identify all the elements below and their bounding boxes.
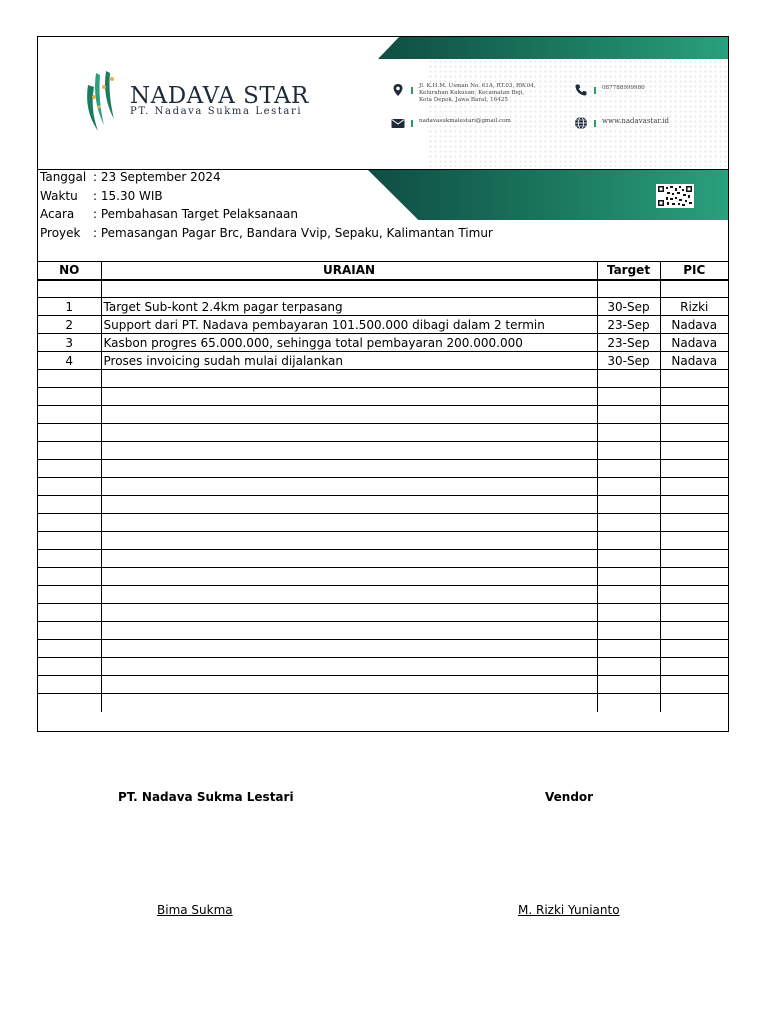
cell-target	[597, 604, 660, 622]
cell-no	[38, 370, 101, 388]
cell-pic	[660, 676, 728, 694]
empty-row	[38, 478, 728, 496]
cell-pic: Rizki	[660, 298, 728, 316]
empty-row	[38, 406, 728, 424]
letterhead-band	[378, 37, 728, 59]
empty-row	[38, 514, 728, 532]
header-pic: PIC	[660, 262, 728, 280]
cell-no	[38, 604, 101, 622]
cell-target	[597, 568, 660, 586]
cell-target: 30-Sep	[597, 298, 660, 316]
info-tanggal	[40, 170, 221, 184]
header-no: NO	[38, 262, 101, 280]
cell-pic	[660, 550, 728, 568]
acara-value: : Pembahasan Target Pelaksanaan	[93, 207, 298, 221]
cell-uraian	[101, 622, 597, 640]
cell-no	[38, 424, 101, 442]
cell-target	[597, 388, 660, 406]
proyek-label: Proyek	[40, 226, 81, 240]
meeting-info	[38, 170, 728, 256]
address-text: Jl. K.H.M. Usman No. 61A, RT.03, RW.04, Kelurahan Kukusan, Kecamatan Beji, Kota Depok, Jawa Barat, 16425	[419, 83, 536, 103]
cell-target	[597, 676, 660, 694]
empty-row	[38, 280, 728, 298]
cell-no	[38, 406, 101, 424]
address-info	[391, 83, 536, 104]
cell-uraian	[101, 676, 597, 694]
cell-target	[597, 478, 660, 496]
proyek-value: : Pemasangan Pagar Brc, Bandara Vvip, Sepaku, Kalimantan Timur	[93, 226, 493, 240]
cell-pic	[660, 640, 728, 658]
website-text: www.nadavastar.id	[602, 117, 669, 125]
cell-no	[38, 478, 101, 496]
empty-row	[38, 604, 728, 622]
cell-target	[597, 622, 660, 640]
cell-no	[38, 514, 101, 532]
empty-row	[38, 568, 728, 586]
cell-pic	[660, 388, 728, 406]
cell-pic	[660, 370, 728, 388]
empty-row	[38, 460, 728, 478]
cell-uraian	[101, 370, 597, 388]
cell-pic	[660, 622, 728, 640]
cell-pic	[660, 424, 728, 442]
waktu-value: : 15.30 WIB	[93, 189, 163, 203]
empty-row	[38, 694, 728, 712]
cell-pic	[660, 406, 728, 424]
location-pin-icon	[391, 83, 405, 97]
cell-uraian	[101, 694, 597, 712]
cell-no	[38, 640, 101, 658]
cell-uraian	[101, 388, 597, 406]
cell-pic	[660, 532, 728, 550]
cell-uraian	[101, 586, 597, 604]
company-subtitle: PT. Nadava Sukma Lestari	[130, 106, 303, 117]
cell-no	[38, 388, 101, 406]
empty-row	[38, 496, 728, 514]
cell-uraian	[101, 532, 597, 550]
cell-uraian	[101, 442, 597, 460]
signature-right-name: M. Rizki Yunianto	[518, 903, 620, 917]
cell-pic: Nadava	[660, 334, 728, 352]
cell-target	[597, 496, 660, 514]
cell-target	[597, 442, 660, 460]
cell-target: 23-Sep	[597, 334, 660, 352]
cell-target	[597, 280, 660, 298]
cell-pic	[660, 658, 728, 676]
empty-row	[38, 442, 728, 460]
email-text: nadavasukmalestari@gmail.com	[419, 118, 511, 124]
world-map-dots	[428, 59, 728, 167]
cell-no: 3	[38, 334, 101, 352]
cell-uraian	[101, 514, 597, 532]
website-info	[574, 116, 669, 130]
qr-code-icon	[658, 186, 692, 206]
cell-pic	[660, 478, 728, 496]
cell-no	[38, 586, 101, 604]
tanggal-value: : 23 September 2024	[93, 170, 221, 184]
cell-no	[38, 496, 101, 514]
empty-row	[38, 388, 728, 406]
cell-target	[597, 532, 660, 550]
company-name: NADAVA STAR	[130, 83, 309, 109]
acara-label: Acara	[40, 207, 75, 221]
cell-target	[597, 424, 660, 442]
cell-target	[597, 694, 660, 712]
empty-row	[38, 640, 728, 658]
cell-uraian	[101, 568, 597, 586]
cell-uraian	[101, 460, 597, 478]
divider-bar	[594, 120, 596, 127]
phone-info	[574, 83, 645, 97]
empty-row	[38, 622, 728, 640]
divider-bar	[411, 87, 413, 94]
cell-uraian	[101, 424, 597, 442]
info-proyek	[40, 226, 493, 240]
cell-uraian	[101, 280, 597, 298]
signature-left-org: PT. Nadava Sukma Lestari	[118, 790, 294, 804]
agenda-table	[38, 261, 728, 712]
cell-uraian	[101, 640, 597, 658]
empty-row	[38, 550, 728, 568]
empty-row	[38, 370, 728, 388]
cell-pic	[660, 514, 728, 532]
cell-target	[597, 406, 660, 424]
table-row	[38, 352, 728, 370]
cell-pic	[660, 496, 728, 514]
cell-no: 1	[38, 298, 101, 316]
nadava-logo-icon	[82, 67, 122, 133]
empty-row	[38, 532, 728, 550]
cell-no	[38, 280, 101, 298]
cell-pic: Nadava	[660, 316, 728, 334]
table-header-row	[38, 262, 728, 280]
empty-row	[38, 586, 728, 604]
cell-target	[597, 658, 660, 676]
cell-target	[597, 550, 660, 568]
letterhead	[38, 37, 728, 170]
divider-bar	[594, 87, 596, 94]
tanggal-label: Tanggal	[40, 170, 87, 184]
cell-uraian	[101, 550, 597, 568]
minutes-sheet	[37, 36, 729, 732]
cell-no	[38, 676, 101, 694]
cell-no: 2	[38, 316, 101, 334]
cell-uraian	[101, 496, 597, 514]
phone-text: 087788999980	[602, 85, 645, 91]
cell-no	[38, 694, 101, 712]
cell-pic	[660, 604, 728, 622]
cell-target	[597, 514, 660, 532]
cell-target	[597, 370, 660, 388]
cell-uraian: Proses invoicing sudah mulai dijalankan	[101, 352, 597, 370]
table-row	[38, 334, 728, 352]
info-acara	[40, 207, 298, 221]
cell-no	[38, 442, 101, 460]
cell-uraian	[101, 478, 597, 496]
cell-no	[38, 532, 101, 550]
cell-target: 23-Sep	[597, 316, 660, 334]
cell-pic	[660, 442, 728, 460]
cell-no	[38, 658, 101, 676]
cell-no	[38, 568, 101, 586]
cell-target	[597, 640, 660, 658]
phone-icon	[574, 83, 588, 97]
cell-target	[597, 586, 660, 604]
cell-pic	[660, 460, 728, 478]
cell-no: 4	[38, 352, 101, 370]
cell-no	[38, 550, 101, 568]
empty-row	[38, 676, 728, 694]
email-info	[391, 116, 511, 130]
signature-left-name: Bima Sukma	[157, 903, 233, 917]
cell-pic	[660, 568, 728, 586]
envelope-icon	[391, 116, 405, 130]
cell-uraian: Target Sub-kont 2.4km pagar terpasang	[101, 298, 597, 316]
cell-uraian	[101, 658, 597, 676]
qr-code	[656, 184, 694, 208]
header-target: Target	[597, 262, 660, 280]
cell-pic	[660, 694, 728, 712]
signature-right-org: Vendor	[545, 790, 594, 804]
cell-pic	[660, 280, 728, 298]
empty-row	[38, 424, 728, 442]
info-waktu	[40, 189, 163, 203]
cell-pic	[660, 586, 728, 604]
table-row	[38, 298, 728, 316]
cell-target: 30-Sep	[597, 352, 660, 370]
waktu-label: Waktu	[40, 189, 78, 203]
table-row	[38, 316, 728, 334]
cell-target	[597, 460, 660, 478]
cell-uraian: Kasbon progres 65.000.000, sehingga total pembayaran 200.000.000	[101, 334, 597, 352]
cell-no	[38, 460, 101, 478]
header-uraian: URAIAN	[101, 262, 597, 280]
cell-no	[38, 622, 101, 640]
empty-row	[38, 658, 728, 676]
cell-uraian	[101, 604, 597, 622]
globe-icon	[574, 116, 588, 130]
cell-uraian	[101, 406, 597, 424]
cell-uraian: Support dari PT. Nadava pembayaran 101.500.000 dibagi dalam 2 termin	[101, 316, 597, 334]
divider-bar	[411, 120, 413, 127]
cell-pic: Nadava	[660, 352, 728, 370]
